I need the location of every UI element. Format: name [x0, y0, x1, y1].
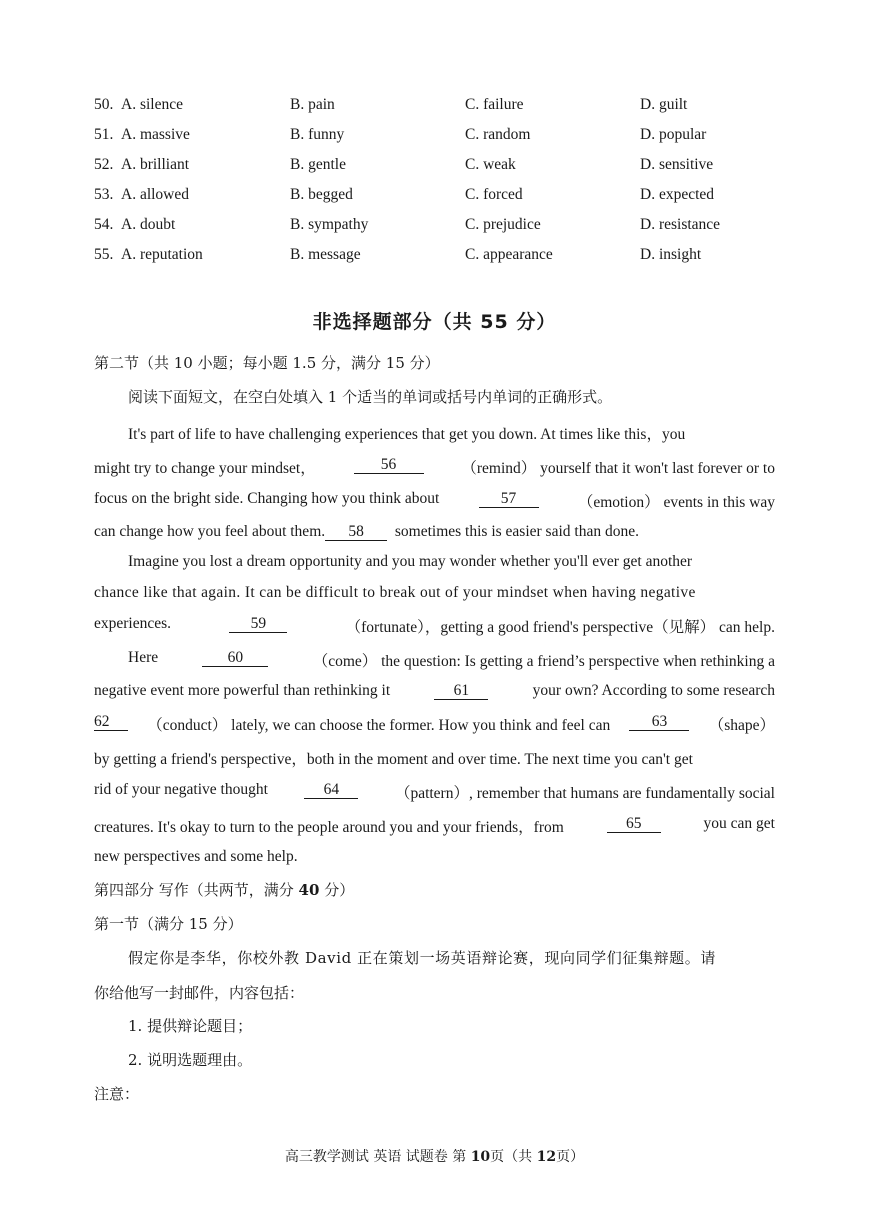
- part4-subheader: 第一节（满分 15 分）: [94, 915, 243, 933]
- option-c: C. forced: [465, 186, 523, 203]
- answer-blank-56: 56: [354, 456, 424, 474]
- passage-text: （remind） yourself that it won't last forever or to: [461, 460, 775, 477]
- answer-blank-63: 63: [629, 713, 689, 731]
- option-b: B. message: [290, 246, 361, 263]
- footer-text: 高三教学测试 英语 试题卷 第: [284, 1149, 471, 1165]
- passage-text: rid of your negative thought: [94, 781, 268, 798]
- answer-blank-64: 64: [304, 781, 358, 799]
- option-d: D. popular: [640, 126, 707, 143]
- section-title: 非选择题部分（共 55 分）: [312, 311, 557, 333]
- option-c: C. appearance: [465, 246, 553, 263]
- passage-line: It's part of life to have challenging experiences that get you down. At times like this，you: [128, 426, 686, 443]
- question-option-a: 50.: [94, 96, 114, 113]
- footer-text: 页（共: [490, 1149, 537, 1165]
- passage-text: might try to change your mindset，: [94, 460, 316, 477]
- option-c: C. prejudice: [465, 216, 541, 233]
- passage-text: your own? According to some research: [532, 682, 775, 699]
- part4-header: [94, 879, 775, 901]
- option-a: A. silence: [121, 96, 183, 113]
- answer-blank-65: 65: [607, 815, 661, 833]
- passage-text: （emotion） events in this way: [577, 494, 775, 511]
- part4-header-text: 第四部分 写作（共两节，满分: [94, 881, 299, 899]
- passage-line: [94, 456, 775, 478]
- footer-text: 页）: [556, 1149, 585, 1165]
- question-option-a: 55.: [94, 246, 114, 263]
- option-b: B. sympathy: [290, 216, 369, 233]
- option-b: B. begged: [290, 186, 353, 203]
- answer-blank-62: 62: [94, 713, 128, 731]
- option-d: D. guilt: [640, 96, 688, 113]
- option-a: A. reputation: [121, 246, 203, 263]
- passage-text: （conduct） lately, we can choose the former. How you think and feel can: [147, 717, 611, 734]
- option-c: C. failure: [465, 96, 524, 113]
- note-label: 注意：: [94, 1085, 140, 1103]
- passage-line: by getting a friend's perspective，both in the moment and over time. The next time you can't get: [94, 751, 693, 768]
- passage-text: creatures. It's okay to turn to the people around you and your friends，from: [94, 819, 564, 836]
- passage-text: （shape）: [708, 717, 775, 734]
- option-a: A. doubt: [121, 216, 176, 233]
- answer-blank-61: 61: [434, 682, 488, 700]
- passage-text: （fortunate），getting a good friend's perspective（见解） can help.: [345, 619, 775, 636]
- passage-line: [94, 781, 775, 803]
- section2-header: 第二节（共 10 小题；每小题 1.5 分，满分 15 分）: [94, 354, 440, 372]
- writing-task: 你给他写一封邮件，内容包括：: [94, 984, 305, 1002]
- writing-task: 假定你是李华，你校外教 David 正在策划一场英语辩论赛，现向同学们征集辩题。请: [128, 949, 716, 967]
- part4-header-text: 分）: [319, 881, 355, 899]
- option-a: A. allowed: [121, 186, 190, 203]
- passage-line: new perspectives and some help.: [94, 848, 298, 865]
- option-b: B. pain: [290, 96, 335, 113]
- option-b: B. funny: [290, 126, 345, 143]
- passage-text: （pattern）, remember that humans are fundamentally social: [394, 785, 775, 802]
- answer-blank-57: 57: [479, 490, 539, 508]
- section2-instruction: 阅读下面短文，在空白处填入 1 个适当的单词或括号内单词的正确形式。: [128, 388, 613, 406]
- question-option-a: 54.: [94, 216, 114, 233]
- total-pages: 12: [536, 1149, 557, 1165]
- passage-line: [128, 649, 775, 671]
- passage-line: [94, 815, 775, 837]
- writing-item: 2. 说明选题理由。: [128, 1051, 253, 1069]
- option-d: D. sensitive: [640, 156, 714, 173]
- passage-text: experiences.: [94, 615, 172, 632]
- passage-text: can change how you feel about them.: [94, 523, 326, 540]
- question-option-a: 52.: [94, 156, 114, 173]
- question-option-a: 51.: [94, 126, 114, 143]
- question-option-a: 53.: [94, 186, 114, 203]
- passage-line: [94, 713, 775, 735]
- passage-line: [94, 615, 775, 637]
- option-d: D. expected: [640, 186, 715, 203]
- option-a: A. massive: [121, 126, 190, 143]
- passage-text: Here: [128, 649, 159, 666]
- passage-line: chance like that again. It can be difficult to break out of your mindset when having negative: [94, 584, 696, 601]
- answer-blank-60: 60: [202, 649, 268, 667]
- passage-text: focus on the bright side. Changing how you think about: [94, 490, 440, 507]
- passage-text: you can get: [703, 815, 775, 832]
- passage-line: [94, 490, 775, 512]
- passage-line: Imagine you lost a dream opportunity and you may wonder whether you'll ever get another: [128, 553, 693, 570]
- option-c: C. weak: [465, 156, 516, 173]
- passage-line: [94, 682, 775, 704]
- passage-text: （come） the question: Is getting a friend’s perspective when rethinking a: [312, 653, 775, 670]
- passage-text: negative event more powerful than rethinking it: [94, 682, 391, 699]
- writing-item: 1. 提供辩论题目；: [128, 1017, 253, 1035]
- part4-score: 40: [298, 881, 320, 899]
- answer-blank-59: 59: [229, 615, 287, 633]
- option-d: D. resistance: [640, 216, 721, 233]
- answer-blank-58: 58: [325, 523, 387, 541]
- passage-line: [94, 523, 775, 545]
- page-footer: [0, 1146, 869, 1166]
- page-number: 10: [470, 1149, 491, 1165]
- option-a: A. brilliant: [121, 156, 190, 173]
- option-b: B. gentle: [290, 156, 346, 173]
- passage-text: sometimes this is easier said than done.: [394, 523, 639, 540]
- option-c: C. random: [465, 126, 531, 143]
- option-d: D. insight: [640, 246, 702, 263]
